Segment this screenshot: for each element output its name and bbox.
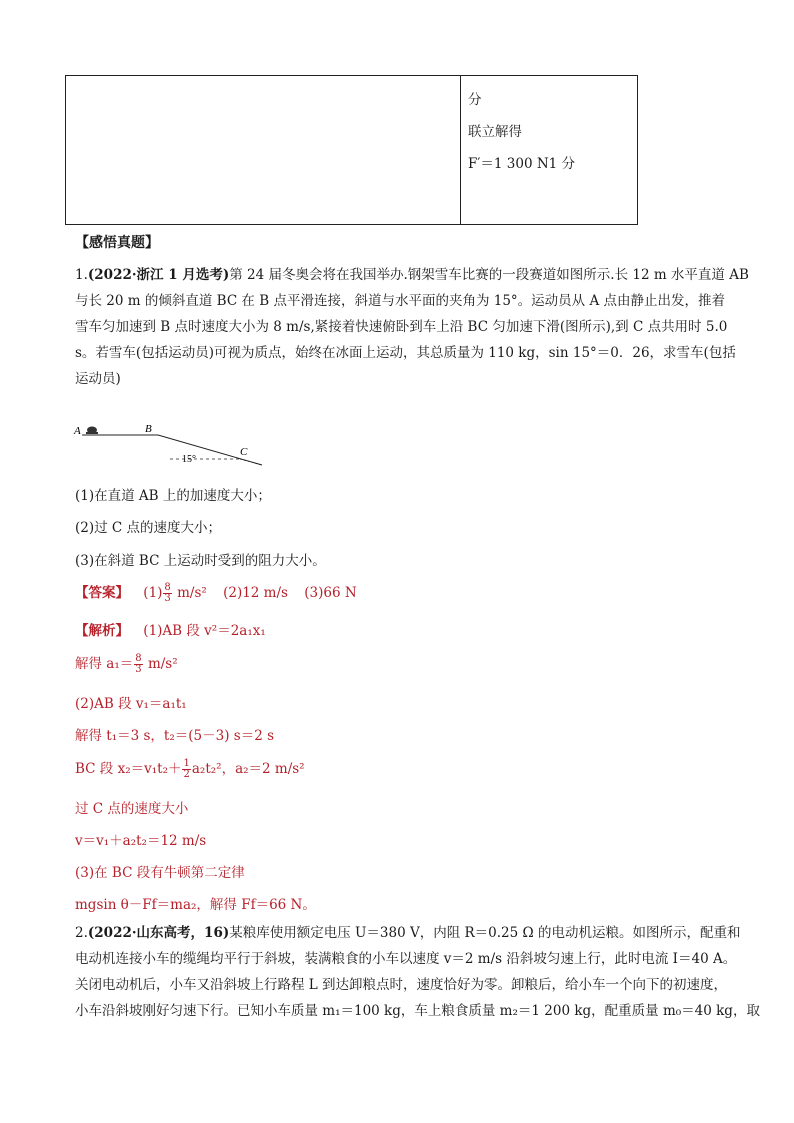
analysis-tag: 【解析】 (75, 623, 129, 639)
label-c: C (240, 446, 248, 458)
question-1-stem (75, 262, 749, 392)
fraction: $\frac{8}{3}$ (164, 582, 171, 604)
question-line: 小车沿斜坡刚好匀速下行。已知小车质量 m₁＝100 kg，车上粮食质量 m₂＝1 200 kg，配重质量 m₀＝40 kg，取 (75, 1003, 760, 1019)
question-number: 1. (75, 267, 88, 283)
question-line: 电动机连接小车的缆绳均平行于斜坡，装满粮食的小车以速度 v＝2 m/s 沿斜坡匀速上行，此时电流 I＝40 A。 (75, 951, 737, 967)
analysis-line: v＝v₁＋a₂t₂＝12 m/s (75, 833, 207, 849)
analysis-line: (3)在 BC 段有牛顿第二定律 (75, 865, 245, 881)
sub-question: (3)在斜道 BC 上运动时受到的阻力大小。 (75, 553, 326, 569)
fraction: $\frac{1}{2}$ (183, 758, 190, 780)
analysis-line: (2)AB 段 v₁＝a₁t₁ (75, 696, 187, 712)
question-source: (2022·山东高考，16) (87, 925, 230, 941)
analysis-line: BC 段 x₂＝v₁t₂＋ $\frac{1}{2}$ a₂t₂²，a₂＝2 m/s² (75, 758, 305, 780)
question-line: 关闭电动机后，小车又沿斜坡上行路程 L 到达卸粮点时，速度恰好为零。卸粮后，给小车一个向下的初速度， (75, 977, 728, 993)
table-line: 分 (468, 92, 482, 108)
answer-line: 【答案】 (1) $\frac{8}{3}$ m/s² (2)12 m/s (3)66 N (75, 582, 357, 604)
sled-icon (86, 427, 98, 435)
table-line: F′＝1 300 N1 分 (468, 156, 576, 172)
analysis-line: 过 C 点的速度大小 (75, 801, 189, 817)
solution-table (65, 75, 638, 225)
question-number: 2. (75, 925, 88, 941)
analysis-line: 解得 a₁＝ $\frac{8}{3}$ m/s² (75, 653, 178, 675)
analysis-line: 【解析】 (1)AB 段 v²＝2a₁x₁ (75, 623, 266, 639)
sub-question: (1)在直道 AB 上的加速度大小； (75, 488, 271, 504)
track-diagram (72, 420, 282, 468)
table-right-cell (468, 84, 575, 180)
table-line: 联立解得 (468, 124, 522, 140)
question-line: 雪车匀加速到 B 点时速度大小为 8 m/s,紧接着快速俯卧到车上沿 BC 匀加速下滑(图所示),到 C 点共用时 5.0 (75, 319, 728, 335)
section-header: 【感悟真题】 (75, 235, 159, 251)
question-line: 1.(2022·浙江 1 月选考)第 24 届冬奥会将在我国举办.钢架雪车比赛的一段赛道如图所示.长 12 m 水平直道 AB (75, 267, 749, 283)
question-source: (2022·浙江 1 月选考) (87, 267, 230, 283)
sub-question: (2)过 C 点的速度大小； (75, 520, 222, 536)
label-a: A (74, 425, 81, 437)
question-line: 运动员) (75, 371, 121, 387)
angle-label: 15° (182, 454, 196, 465)
question-line: 2.(2022·山东高考，16)某粮库使用额定电压 U＝380 V，内阻 R＝0.25 Ω 的电动机运粮。如图所示，配重和 (75, 925, 741, 941)
label-b: B (145, 423, 152, 435)
question-line: s。若雪车(包括运动员)可视为质点，始终在冰面上运动，其总质量为 110 kg，sin 15°＝0．26，求雪车(包括 (75, 345, 736, 361)
question-2-stem (75, 920, 760, 1024)
analysis-line: 解得 t₁＝3 s，t₂＝(5－3) s＝2 s (75, 728, 275, 744)
analysis-line: mgsin θ－Ff＝ma₂，解得 Ff＝66 N。 (75, 897, 316, 913)
table-divider (460, 76, 461, 224)
fraction: $\frac{8}{3}$ (135, 653, 142, 675)
question-line: 与长 20 m 的倾斜直道 BC 在 B 点平滑连接，斜道与水平面的夹角为 15°。运动员从 A 点由静止出发，推着 (75, 293, 725, 309)
answer-tag: 【答案】 (75, 585, 129, 601)
